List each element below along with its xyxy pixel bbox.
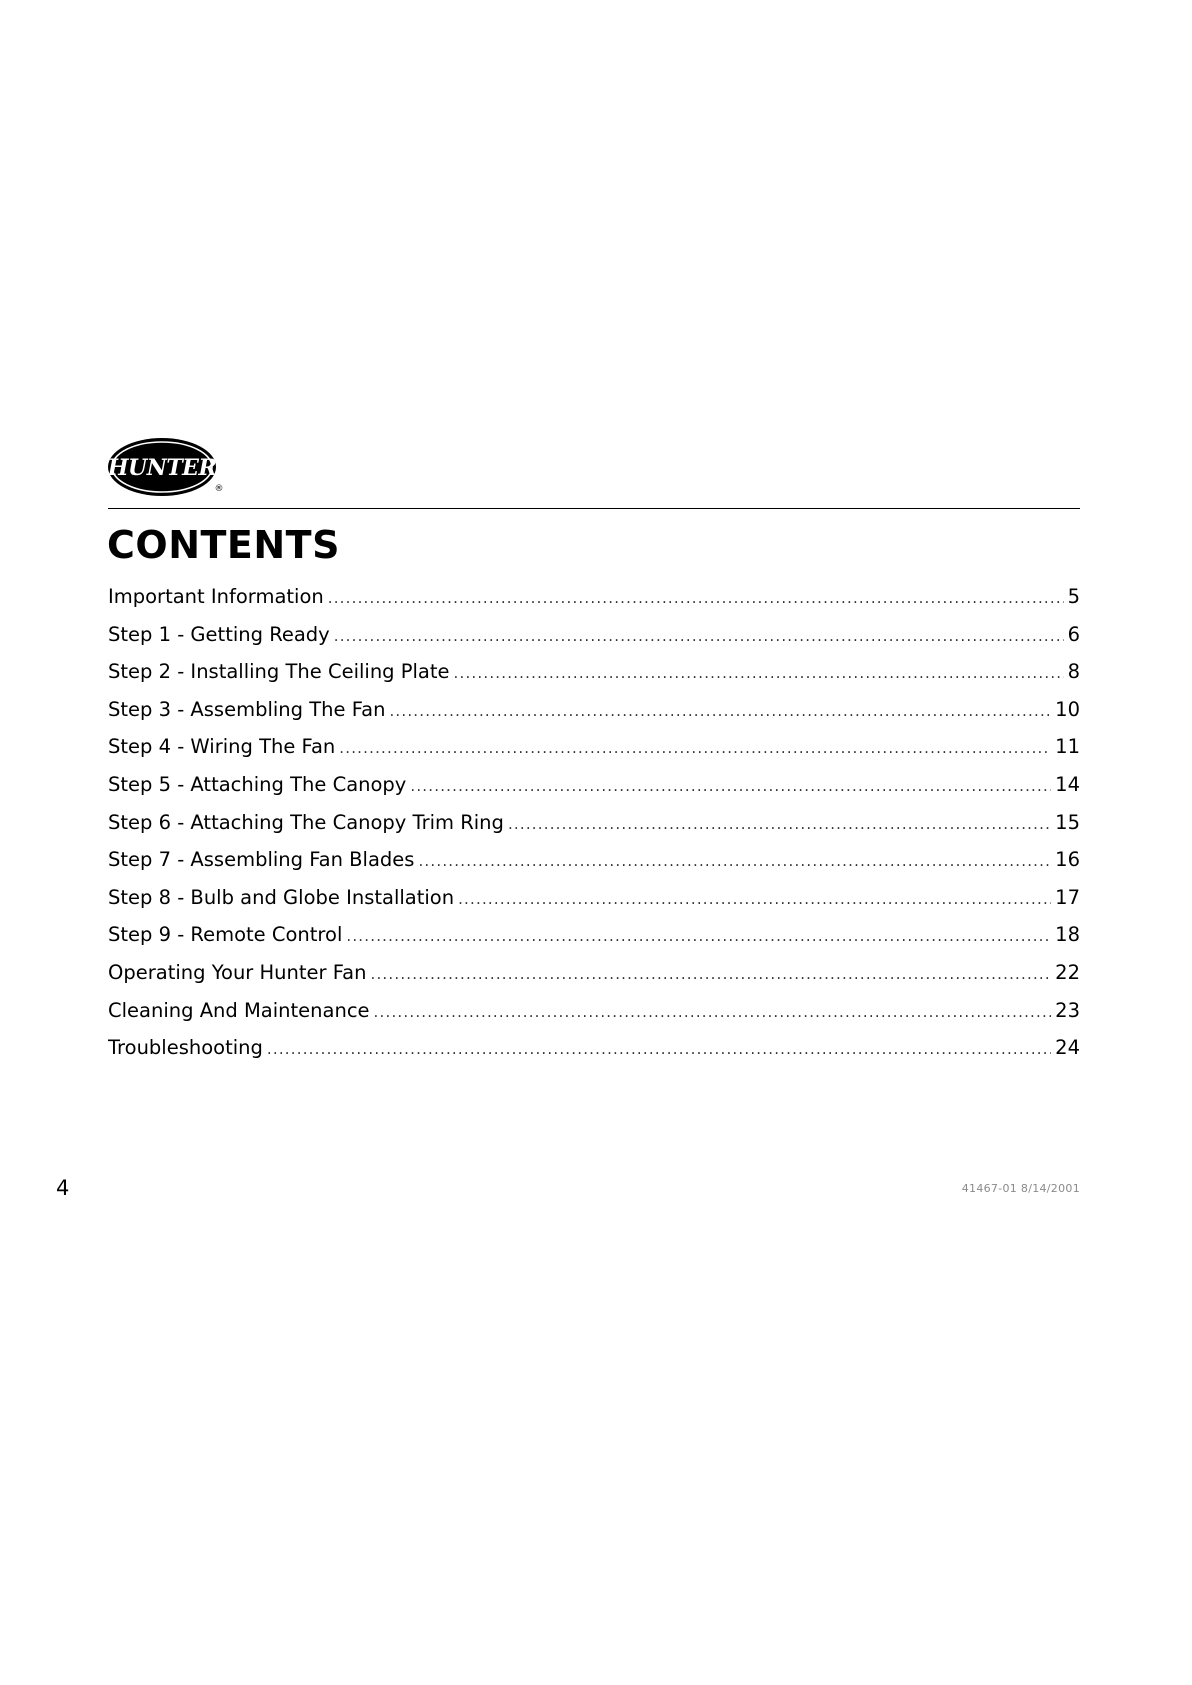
- table-of-contents: [108, 578, 1080, 1067]
- dot-leader: [508, 806, 1051, 842]
- toc-entry-label: Step 8 - Bulb and Globe Installation: [108, 885, 455, 909]
- toc-entry-page: 6: [1067, 622, 1080, 646]
- toc-entry-page: 15: [1055, 810, 1080, 834]
- toc-entry-page: 23: [1055, 998, 1080, 1022]
- toc-entry[interactable]: [108, 916, 1080, 954]
- toc-entry-label: Step 9 - Remote Control: [108, 923, 343, 947]
- toc-entry-page: 24: [1055, 1036, 1080, 1060]
- toc-entry-label: Step 3 - Assembling The Fan: [108, 697, 386, 721]
- dot-leader: [374, 994, 1052, 1030]
- toc-entry-label: Cleaning And Maintenance: [108, 998, 370, 1022]
- hunter-logo-icon: [107, 436, 225, 500]
- dot-leader: [267, 1031, 1051, 1067]
- toc-entry-page: 22: [1055, 960, 1080, 984]
- header-rule: [108, 508, 1080, 509]
- toc-entry-label: Step 4 - Wiring The Fan: [108, 735, 336, 759]
- toc-entry-page: 18: [1055, 923, 1080, 947]
- toc-entry[interactable]: [108, 879, 1080, 917]
- dot-leader: [371, 956, 1052, 992]
- dot-leader: [328, 580, 1064, 616]
- dot-leader: [418, 843, 1051, 879]
- toc-entry[interactable]: [108, 653, 1080, 691]
- toc-entry[interactable]: [108, 578, 1080, 616]
- page-number: 4: [56, 1176, 70, 1200]
- svg-text:®: ®: [214, 484, 224, 494]
- toc-entry-label: Important Information: [108, 585, 324, 608]
- toc-entry-page: 11: [1055, 735, 1080, 759]
- toc-entry[interactable]: [108, 992, 1080, 1030]
- dot-leader: [458, 881, 1051, 917]
- hunter-logo: [107, 436, 225, 500]
- toc-entry-label: Step 7 - Assembling Fan Blades: [108, 848, 415, 872]
- toc-entry[interactable]: [108, 766, 1080, 804]
- toc-entry[interactable]: [108, 691, 1080, 729]
- toc-entry-page: 16: [1055, 848, 1080, 872]
- toc-entry[interactable]: [108, 954, 1080, 992]
- toc-entry-page: 17: [1055, 885, 1080, 909]
- toc-entry-page: 8: [1067, 660, 1080, 684]
- toc-entry-label: Step 6 - Attaching The Canopy Trim Ring: [108, 810, 504, 834]
- dot-leader: [454, 655, 1064, 691]
- toc-entry-label: Troubleshooting: [108, 1036, 263, 1060]
- dot-leader: [339, 730, 1051, 766]
- toc-entry-label: Step 5 - Attaching The Canopy: [108, 772, 407, 796]
- toc-entry[interactable]: [108, 804, 1080, 842]
- toc-entry-label: Operating Your Hunter Fan: [108, 960, 367, 984]
- dot-leader: [346, 918, 1051, 954]
- toc-entry-label: Step 1 - Getting Ready: [108, 622, 330, 646]
- svg-text:HUNTER: HUNTER: [107, 455, 217, 481]
- toc-entry[interactable]: [108, 841, 1080, 879]
- toc-entry-page: 14: [1055, 772, 1080, 796]
- toc-entry[interactable]: [108, 728, 1080, 766]
- toc-entry-page: 10: [1055, 697, 1080, 721]
- document-code: 41467-01 8/14/2001: [961, 1182, 1080, 1195]
- dot-leader: [334, 618, 1064, 654]
- contents-title: CONTENTS: [107, 523, 340, 567]
- toc-entry-label: Step 2 - Installing The Ceiling Plate: [108, 660, 450, 684]
- toc-entry[interactable]: [108, 1029, 1080, 1067]
- dot-leader: [410, 768, 1051, 804]
- toc-entry[interactable]: [108, 616, 1080, 654]
- dot-leader: [389, 693, 1051, 729]
- toc-entry-page: 5: [1067, 585, 1080, 608]
